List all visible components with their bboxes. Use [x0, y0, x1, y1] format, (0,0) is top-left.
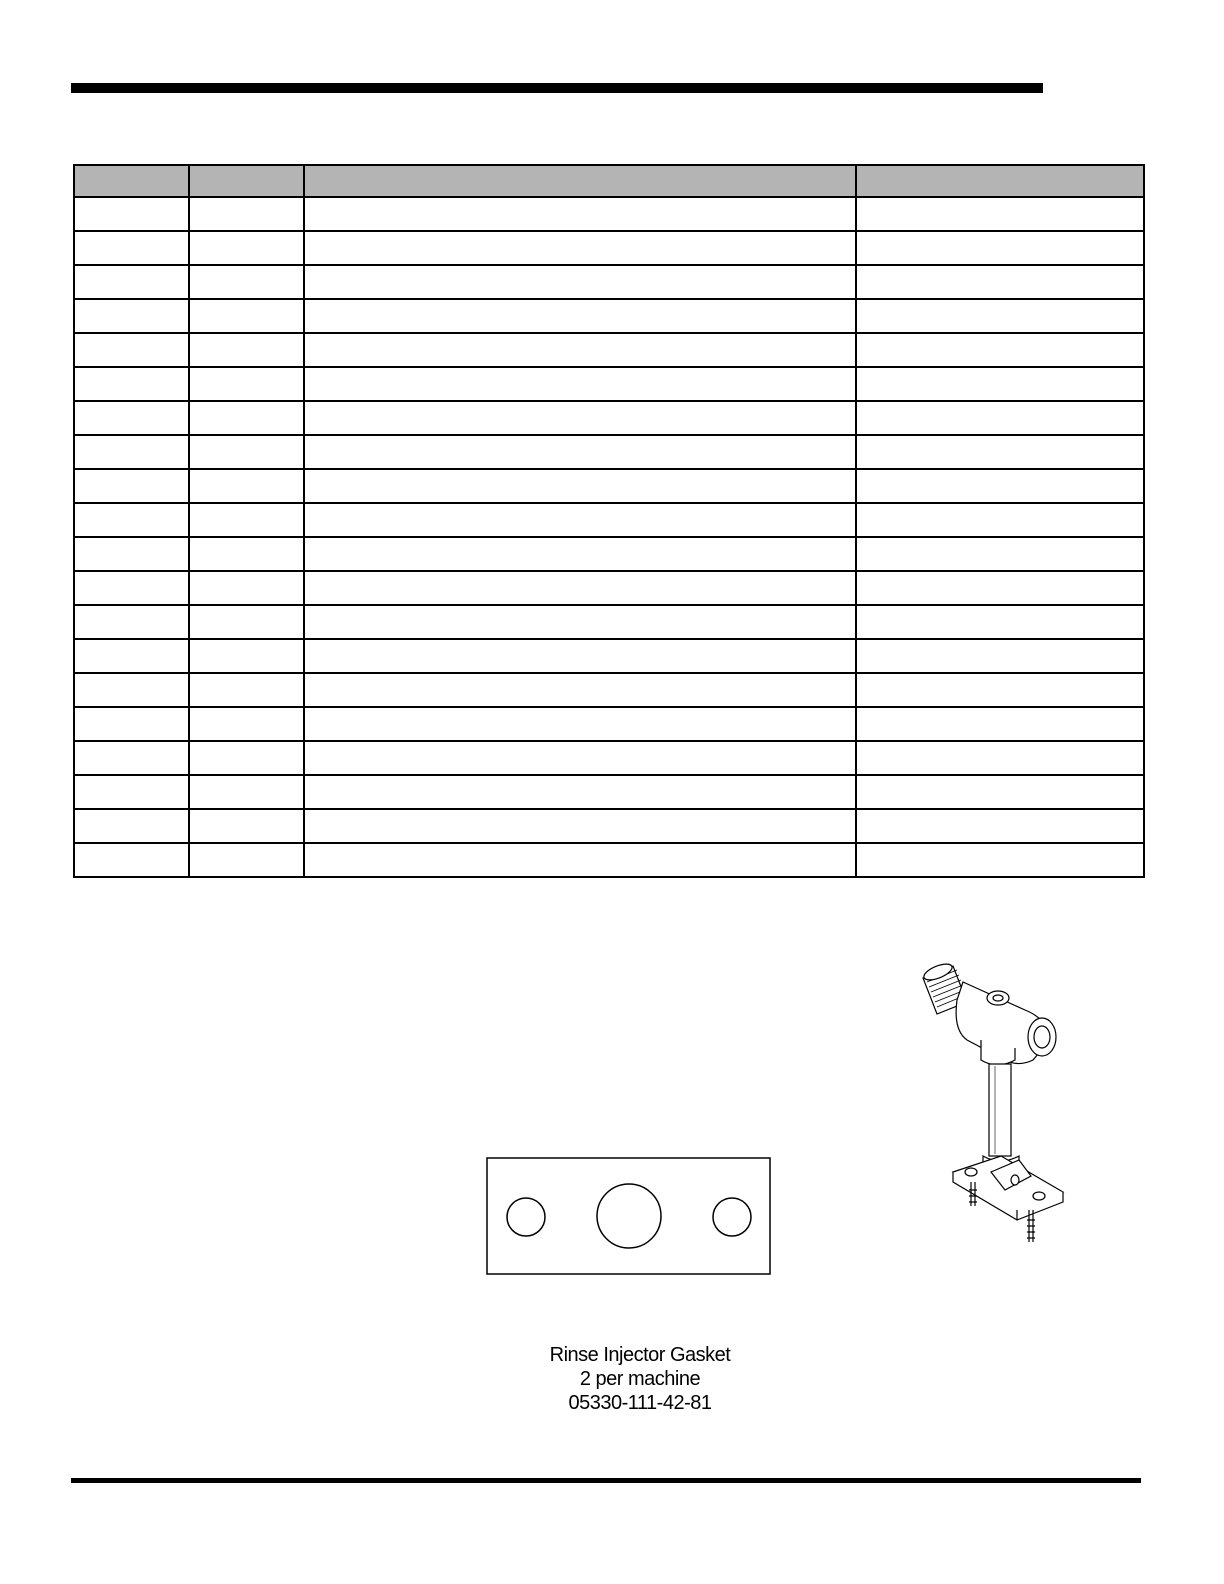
table-cell — [856, 367, 1144, 401]
table-cell — [304, 605, 856, 639]
table-row — [74, 401, 1144, 435]
table-cell — [189, 775, 304, 809]
table-cell — [74, 435, 189, 469]
table-header-cell — [856, 165, 1144, 197]
table-cell — [304, 809, 856, 843]
table-cell — [856, 809, 1144, 843]
table-cell — [304, 231, 856, 265]
table-row — [74, 775, 1144, 809]
table-cell — [304, 843, 856, 877]
table-cell — [189, 367, 304, 401]
table-cell — [189, 333, 304, 367]
table-cell — [856, 673, 1144, 707]
table-cell — [74, 843, 189, 877]
table-cell — [304, 469, 856, 503]
table-header-cell — [189, 165, 304, 197]
table-cell — [189, 197, 304, 231]
table-cell — [856, 537, 1144, 571]
bottom-rule — [71, 1478, 1141, 1483]
table-row — [74, 741, 1144, 775]
table-cell — [189, 741, 304, 775]
table-cell — [304, 571, 856, 605]
table-cell — [189, 571, 304, 605]
table-cell — [74, 197, 189, 231]
table-header-cell — [74, 165, 189, 197]
table-cell — [189, 299, 304, 333]
table-cell — [304, 707, 856, 741]
table-cell — [856, 469, 1144, 503]
table-cell — [74, 333, 189, 367]
table-row — [74, 299, 1144, 333]
table-row — [74, 435, 1144, 469]
gasket-caption — [440, 1343, 840, 1415]
table-cell — [856, 231, 1144, 265]
table-row — [74, 503, 1144, 537]
table-row — [74, 605, 1144, 639]
table-cell — [856, 707, 1144, 741]
table-cell — [856, 605, 1144, 639]
table-row — [74, 469, 1144, 503]
table-cell — [189, 469, 304, 503]
table-cell — [189, 401, 304, 435]
table-header-row — [74, 165, 1144, 197]
table-cell — [74, 299, 189, 333]
table-cell — [856, 775, 1144, 809]
table-cell — [74, 741, 189, 775]
rinse-injector-drawing — [905, 960, 1075, 1250]
table-cell — [189, 231, 304, 265]
table-cell — [304, 265, 856, 299]
injector-tube — [989, 1064, 1011, 1156]
top-rule — [71, 83, 1043, 93]
caption-quantity: 2 per machine — [579, 1368, 701, 1390]
table-cell — [74, 775, 189, 809]
table-cell — [304, 775, 856, 809]
table-cell — [304, 673, 856, 707]
table-cell — [74, 707, 189, 741]
table-row — [74, 265, 1144, 299]
table-cell — [304, 401, 856, 435]
table-cell — [856, 333, 1144, 367]
table-row — [74, 809, 1144, 843]
table-cell — [189, 435, 304, 469]
table-cell — [74, 231, 189, 265]
table-row — [74, 707, 1144, 741]
table-cell — [304, 435, 856, 469]
table-row — [74, 673, 1144, 707]
table-cell — [304, 741, 856, 775]
gasket-drawing — [486, 1157, 772, 1277]
table-cell — [74, 469, 189, 503]
table-row — [74, 843, 1144, 877]
table-cell — [304, 333, 856, 367]
table-cell — [304, 639, 856, 673]
table-cell — [74, 639, 189, 673]
table-cell — [189, 639, 304, 673]
table-cell — [856, 401, 1144, 435]
table-row — [74, 231, 1144, 265]
table-cell — [856, 299, 1144, 333]
table-cell — [856, 265, 1144, 299]
table-cell — [74, 503, 189, 537]
table-cell — [304, 197, 856, 231]
table-cell — [856, 435, 1144, 469]
table-row — [74, 367, 1144, 401]
caption-part-name: Rinse Injector Gasket — [549, 1344, 731, 1366]
table-row — [74, 571, 1144, 605]
table-cell — [189, 265, 304, 299]
table-cell — [74, 673, 189, 707]
table-cell — [74, 265, 189, 299]
gasket-outline — [487, 1158, 770, 1274]
parts-table — [73, 164, 1145, 878]
table-cell — [189, 707, 304, 741]
table-body — [74, 197, 1144, 877]
table-row — [74, 333, 1144, 367]
table-cell — [304, 503, 856, 537]
table-cell — [304, 537, 856, 571]
table-cell — [189, 809, 304, 843]
table-header-cell — [304, 165, 856, 197]
table-cell — [856, 197, 1144, 231]
table-cell — [189, 843, 304, 877]
injector-base-hole-left — [965, 1168, 977, 1176]
table-cell — [856, 639, 1144, 673]
caption-part-number: 05330-111-42-81 — [568, 1392, 712, 1414]
table-cell — [74, 537, 189, 571]
table-cell — [304, 367, 856, 401]
table-cell — [856, 571, 1144, 605]
table-row — [74, 197, 1144, 231]
table-cell — [304, 299, 856, 333]
table-cell — [74, 809, 189, 843]
table-cell — [856, 843, 1144, 877]
table-cell — [189, 673, 304, 707]
table-cell — [189, 503, 304, 537]
table-cell — [74, 367, 189, 401]
table-cell — [189, 605, 304, 639]
table-cell — [856, 741, 1144, 775]
table-cell — [856, 503, 1144, 537]
table-cell — [74, 571, 189, 605]
table-row — [74, 639, 1144, 673]
table-cell — [189, 537, 304, 571]
table-cell — [74, 605, 189, 639]
table-row — [74, 537, 1144, 571]
table-cell — [74, 401, 189, 435]
injector-base-hole-right — [1033, 1192, 1045, 1200]
